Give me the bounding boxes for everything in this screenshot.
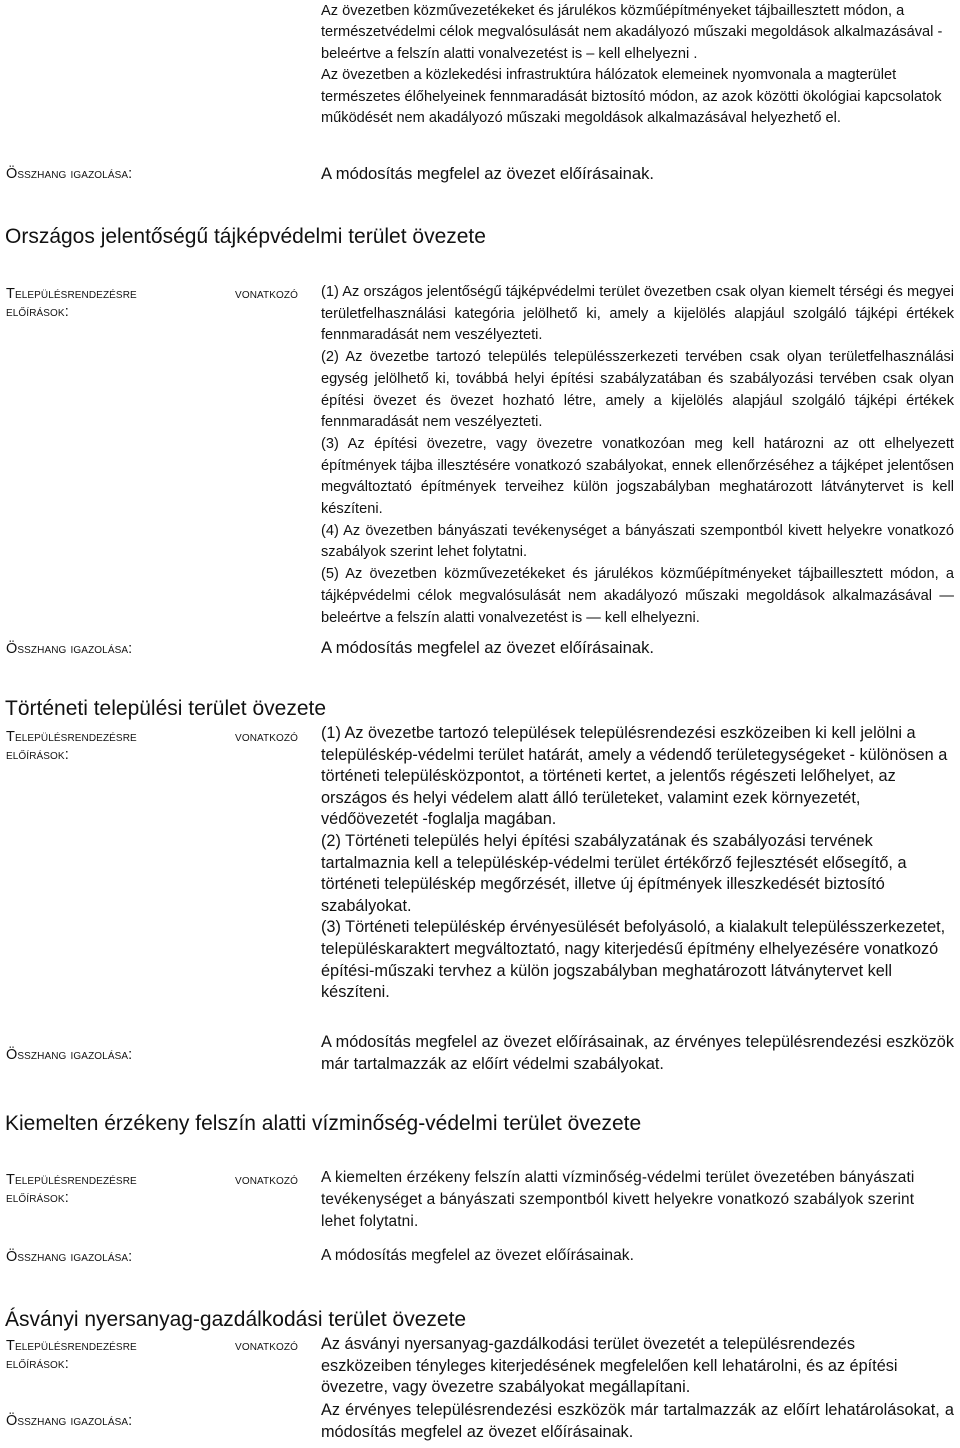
section-content bbox=[321, 1334, 948, 1399]
requirements-label-word1: Településrendezésre bbox=[6, 729, 137, 745]
conformity-label bbox=[6, 165, 132, 183]
requirements-label-line2: előírások: bbox=[6, 747, 69, 763]
requirements-label bbox=[6, 728, 298, 764]
conformity-text: A módosítás megfelel az övezet előírásainak, az érvényes településrendezési eszközök már tartalmazzák az előírt védelmi szabályokat. bbox=[321, 1033, 954, 1073]
conformity-label-text: Összhang igazolása: bbox=[6, 1249, 133, 1265]
conformity-text: A módosítás megfelel az övezet előírásainak. bbox=[321, 638, 654, 657]
conformity-text: A módosítás megfelel az övezet előírásainak. bbox=[321, 1247, 634, 1264]
conformity-label bbox=[6, 640, 132, 658]
requirements-label-line2: előírások: bbox=[6, 1190, 69, 1206]
conformity-label-text: Összhang igazolása: bbox=[6, 166, 133, 182]
requirements-label-word2: vonatkozó bbox=[235, 286, 298, 302]
paragraph: (4) Az övezetben bányászati tevékenységet a bányászati szempontból kivett helyekre vonatkozó szabályok szerint lehet folytatni. bbox=[321, 522, 954, 561]
conformity-text: Az érvényes településrendezési eszközök már tartalmazzák az előírt lehatárolásokat, a módosítás megfelel az övezet előírásainak. bbox=[321, 1401, 954, 1441]
section-content bbox=[321, 282, 954, 629]
top-section-content bbox=[321, 1, 954, 129]
requirements-label-word2: vonatkozó bbox=[235, 729, 298, 745]
paragraph: (5) Az övezetben közművezetékeket és járulékos közműépítményeket tájbaillesztett módon, a tájképvédelmi célok megvalósulását nem akadályozó műszaki megoldások alkalmazásával — beleértve a felszín alatti vonalvezetést is — kell elhelyezni. bbox=[321, 566, 954, 626]
requirements-label-word1: Településrendezésre bbox=[6, 286, 137, 302]
paragraph: (2) Az övezetbe tartozó település településszerkezeti tervében csak olyan területfelhasználási egység jelölhető ki, továbbá helyi építési szabályzatában és szabályozási tervében csak olyan építési övezet és övezet hozható létre, amely a kijelölés alapjául szolgáló tájképi értékek fennmaradását nem veszélyezteti. bbox=[321, 349, 954, 431]
section-content bbox=[321, 1167, 920, 1232]
conformity-label bbox=[6, 1046, 132, 1064]
requirements-label bbox=[6, 285, 298, 321]
paragraph: Az ásványi nyersanyag-gazdálkodási terület övezetét a településrendezés eszközeiben tényleges kiterjedésének megfelelően kell lehatárolni, és az építési övezetre, vagy övezetre szabályokat megállapítani. bbox=[321, 1335, 898, 1397]
paragraph: (3) Az építési övezetre, vagy övezetre vonatkozóan meg kell határozni az ott elhelyezett építmények tájba illesztésére vonatkozó szabályokat, ennek ellenőrzéséhez a tájképet jelentősen megváltoztató építmények terveihez külön jogszabályban meghatározott látványtervet is kell készíteni. bbox=[321, 435, 954, 518]
paragraph: (1) Az övezetbe tartozó települések településrendezési eszközeiben ki kell jelölni a településkép-védelmi terület határát, amely a védendő területegységeket - különösen a történeti településközpontot, a történeti kertet, a jelentős régészeti lelőhelyet, az országos és helyi védelem alatt álló területeket, valamint ezek környezetét, védőövezetét -foglalja magában. bbox=[321, 724, 948, 829]
conformity-label bbox=[6, 1248, 132, 1266]
conformity-text: A módosítás megfelel az övezet előírásainak. bbox=[321, 164, 654, 183]
paragraph: Az övezetben a közlekedési infrastruktúra hálózatok elemeinek nyomvonala a magterület természetes élőhelyeinek fennmaradását biztosító módon, az azok közötti ökológiai kapcsolatok működését nem akadályozó műszaki megoldások alkalmazásával helyezhető el. bbox=[321, 67, 942, 127]
section-title: Kiemelten érzékeny felszín alatti vízminőség-védelmi terület övezete bbox=[5, 1112, 642, 1135]
paragraph: (1) Az országos jelentőségű tájképvédelmi terület övezetben csak olyan kiemelt térségi és megyei területfelhasználási kategória jelölhető ki, amely a kijelölés alapjául szolgáló tájképi értékek fennmaradását nem veszélyezteti. bbox=[321, 284, 954, 344]
requirements-label-word2: vonatkozó bbox=[235, 1338, 298, 1354]
requirements-label-line2: előírások: bbox=[6, 304, 69, 320]
section-title: Országos jelentőségű tájképvédelmi terület övezete bbox=[5, 225, 486, 248]
section-title: Ásványi nyersanyag-gazdálkodási terület övezete bbox=[5, 1308, 467, 1331]
section-title: Történeti települési terület övezete bbox=[5, 697, 327, 720]
requirements-label-line2: előírások: bbox=[6, 1356, 69, 1372]
requirements-label-word2: vonatkozó bbox=[235, 1172, 298, 1188]
paragraph: A kiemelten érzékeny felszín alatti vízminőség-védelmi terület övezetében bányászati tevékenységet a bányászati szempontból kivett helyekre vonatkozó szabályok szerint lehet folytatni. bbox=[321, 1169, 915, 1230]
conformity-label-text: Összhang igazolása: bbox=[6, 641, 133, 657]
requirements-label bbox=[6, 1171, 298, 1207]
paragraph: Az övezetben közművezetékeket és járulékos közműépítményeket tájbaillesztett módon, a természetvédelmi célok megvalósulását nem akadályozó műszaki megoldások alkalmazásával - beleértve a felszín alatti vonalvezetést is – kell elhelyezni . bbox=[321, 3, 943, 62]
requirements-label-word1: Településrendezésre bbox=[6, 1338, 137, 1354]
section-content bbox=[321, 723, 954, 1004]
conformity-label bbox=[6, 1412, 132, 1430]
requirements-label bbox=[6, 1337, 298, 1373]
conformity-label-text: Összhang igazolása: bbox=[6, 1413, 133, 1429]
paragraph: (3) Történeti településkép érvényesülését befolyásoló, a kialakult településszerkezetet, településkaraktert megváltoztató, nagy kiterjedésű építmény elhelyezésére vonatkozó építési-műszaki tervhez a külön jogszabályban meghatározott látványtervet kell készíteni. bbox=[321, 918, 946, 1002]
paragraph: (2) Történeti település helyi építési szabályzatának és szabályozási tervének tartalmaznia kell a településkép-védelmi terület értékőrző fejlesztését elősegítő, a történeti településkép megőrzését, illetve új építmények illeszkedését biztosító szabályokat. bbox=[321, 831, 907, 915]
requirements-label-word1: Településrendezésre bbox=[6, 1172, 137, 1188]
conformity-label-text: Összhang igazolása: bbox=[6, 1047, 133, 1063]
